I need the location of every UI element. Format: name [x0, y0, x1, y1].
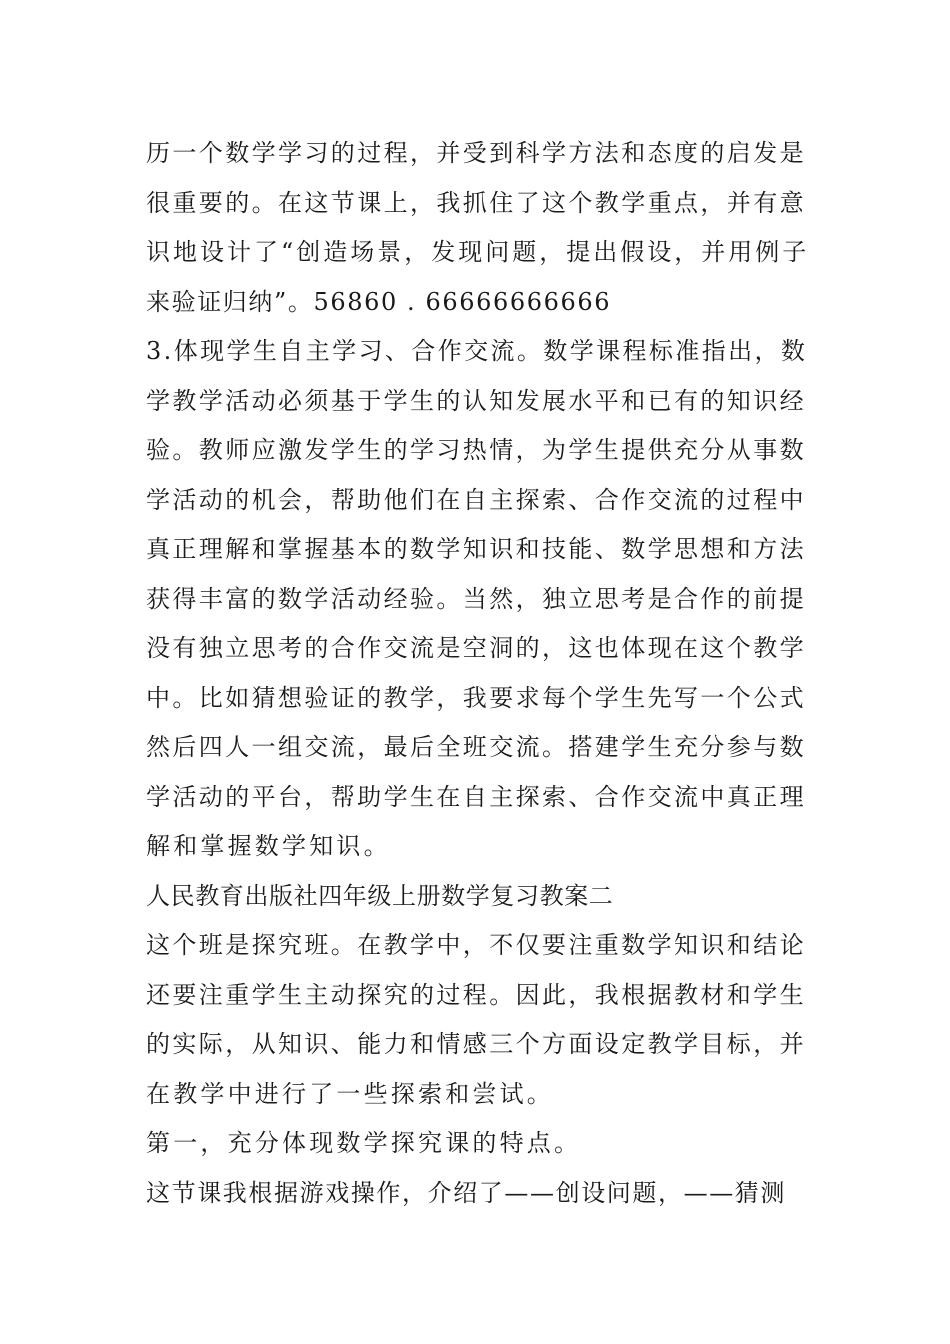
- text-line: 很重要的。在这节课上，我抓住了这个教学重点，并有意: [146, 188, 806, 217]
- text-line: 学教学活动必须基于学生的认知发展水平和已有的知识经: [146, 386, 806, 415]
- text-line: 真正理解和掌握基本的数学知识和技能、数学思想和方法: [146, 535, 806, 563]
- text-line: 在教学中进行了一些探索和尝试。: [146, 1079, 554, 1108]
- text-line: 然后四人一组交流，最后全班交流。搭建学生充分参与数: [146, 733, 806, 761]
- text-line: 这节课我根据游戏操作，介绍了——创设问题，——猜测: [146, 1178, 786, 1207]
- text-line: 第一，充分体现数学探究课的特点。: [146, 1129, 582, 1157]
- text-line: 这个班是探究班。在教学中，不仅要注重数学知识和结论: [146, 931, 806, 959]
- text-line: 历一个数学学习的过程，并受到科学方法和态度的启发是: [146, 139, 806, 167]
- text-line: 没有独立思考的合作交流是空洞的，这也体现在这个教学: [146, 634, 806, 662]
- text-line: 来验证归纳”。56860 . 66666666666: [146, 287, 612, 316]
- text-line: 获得丰富的数学活动经验。当然，独立思考是合作的前提: [146, 584, 806, 613]
- document-body: [146, 129, 810, 1218]
- text-line: 识地设计了“创造场景，发现问题，提出假设，并用例子: [146, 238, 810, 266]
- text-line: 学活动的平台，帮助学生在自主探索、合作交流中真正理: [146, 782, 806, 811]
- text-line: 中。比如猜想验证的教学，我要求每个学生先写一个公式: [146, 683, 806, 712]
- text-line: 3.体现学生自主学习、合作交流。数学课程标准指出，数: [146, 337, 808, 365]
- text-line: 的实际，从知识、能力和情感三个方面设定教学目标，并: [146, 1030, 806, 1058]
- text-line: 解和掌握数学知识。: [146, 832, 391, 860]
- section-heading: 人民教育出版社四年级上册数学复习教案二: [146, 881, 614, 910]
- text-line: 还要注重学生主动探究的过程。因此，我根据教材和学生: [146, 980, 806, 1009]
- text-line: 学活动的机会，帮助他们在自主探索、合作交流的过程中: [146, 485, 806, 514]
- text-line: 验。教师应激发学生的学习热情，为学生提供充分从事数: [146, 436, 806, 464]
